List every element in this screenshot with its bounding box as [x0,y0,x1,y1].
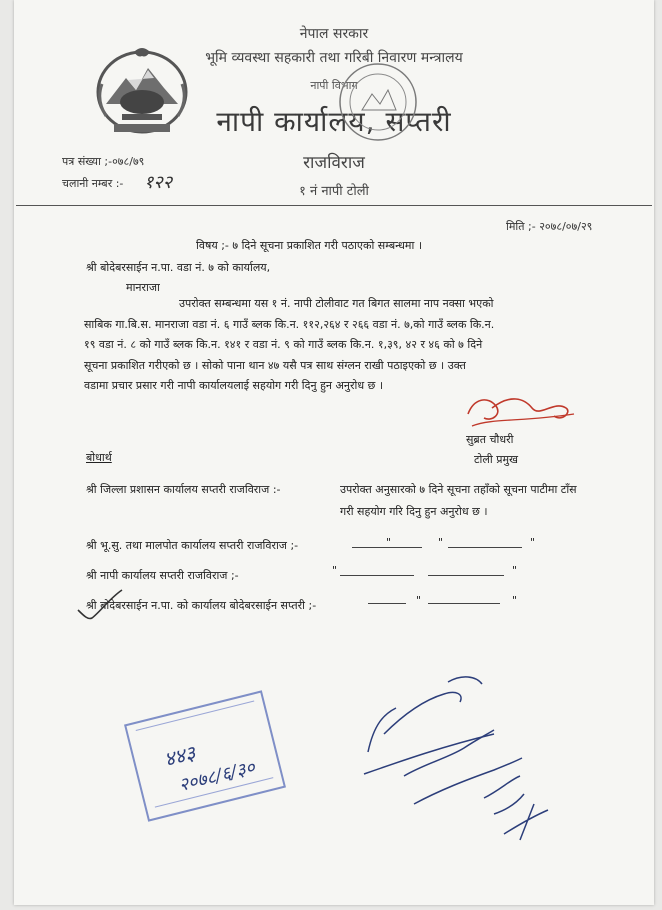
ditto-blank [428,566,504,576]
office-seal-icon [336,60,420,144]
recipient-place: मानराजा [126,281,160,294]
ministry-heading: भूमि व्यवस्था सहकारी तथा गरिबी निवारण मन्त्रालय [205,50,463,66]
office-heading: नापी कार्यालय, सप्तरी [216,105,452,138]
body-line: वडामा प्रचार प्रसार गरी नापी कार्यालयलाई सहयोग गरी दिनु हुन अनुरोध छ । [84,379,384,392]
cc-recipient-3: श्री नापी कार्यालय सप्तरी राजविराज ;- [86,569,239,582]
ditto-mark: " [386,536,392,549]
header-divider [16,205,652,206]
body-line: १९ वडा नं. ८ को गाउँ ब्लक कि.न. १४१ र वडा नं. ९ को गाउँ ब्लक कि.न. १,३९, ४२ र ४६ को ७ दिने [84,338,483,351]
received-number: ४४३ [161,740,198,772]
letter-page [14,0,654,905]
dispatch-number: १२२ [144,172,173,193]
letter-number: पत्र संख्या ;-०७८/७९ [62,155,145,168]
ditto-blank [368,594,406,604]
subject-line: विषय ;- ७ दिने सूचना प्रकाशित गरी पठाएको सम्बन्धमा । [196,239,423,252]
ditto-blank [448,538,522,548]
district-heading: राजविराज [303,153,365,173]
signatory-name: सुब्रत चौधरी [466,433,514,446]
ditto-blank [428,594,500,604]
received-stamp [124,690,286,821]
cc-heading: बोधार्थ [86,451,112,464]
check-mark-icon [76,588,126,622]
department-heading: नापी विभाग [310,79,358,92]
letter-date: मिति ;- २०७८/०७/२९ [506,220,593,233]
ditto-mark: " [530,536,536,549]
cc-note-line-2: गरी सहयोग गरि दिनु हुन अनुरोध छ । [340,505,488,518]
ditto-blank [340,566,414,576]
recipient-line: श्री बोदेबरसाईन न.पा. वडा नं. ७ को कार्यालय, [86,261,271,274]
signature-icon [462,388,582,434]
team-heading: १ नं नापी टोली [299,184,369,199]
body-line: सूचना प्रकाशित गरीएको छ । सोको पाना थान ४७ यसै पत्र साथ संग्लन राखी पठाइएको छ । उक्त [84,358,466,372]
handwritten-note-icon [344,664,574,854]
signatory-title: टोली प्रमुख [474,453,519,466]
dispatch-label: चलानी नम्बर :- [62,177,124,190]
ditto-mark: " [512,564,518,577]
body-line: साबिक गा.बि.स. मानराजा वडा नं. ६ गाउँ ब्लक कि.न. ११२,२६४ र २६६ वडा नं. ७,को गाउँ ब्लक कि.न. [84,317,495,331]
body-paragraph [84,294,629,397]
ditto-mark: " [512,594,518,607]
cc-recipient-2: श्री भू.सु. तथा मालपोत कार्यालय सप्तरी राजविराज ;- [86,539,299,552]
ditto-mark: " [416,594,422,607]
cc-recipient-4: श्री बोदेबरसाईन न.पा. को कार्यालय बोदेबरसाईन सप्तरी ;- [86,599,317,612]
received-date: २०७८/६/३० [176,756,258,797]
body-line: उपरोक्त सम्बन्धमा यस १ नं. नापी टोलीवाट गत बिगत सालमा नाप नक्सा भएको [179,297,494,310]
government-heading: नेपाल सरकार [299,26,369,42]
cc-note-line-1: उपरोक्त अनुसारको ७ दिने सूचना तहाँको सूचना पाटीमा टाँस [340,483,577,496]
ditto-mark: " [332,564,338,577]
ditto-mark: " [438,536,444,549]
cc-recipient-1: श्री जिल्ला प्रशासन कार्यालय सप्तरी राजविराज :- [86,483,281,496]
